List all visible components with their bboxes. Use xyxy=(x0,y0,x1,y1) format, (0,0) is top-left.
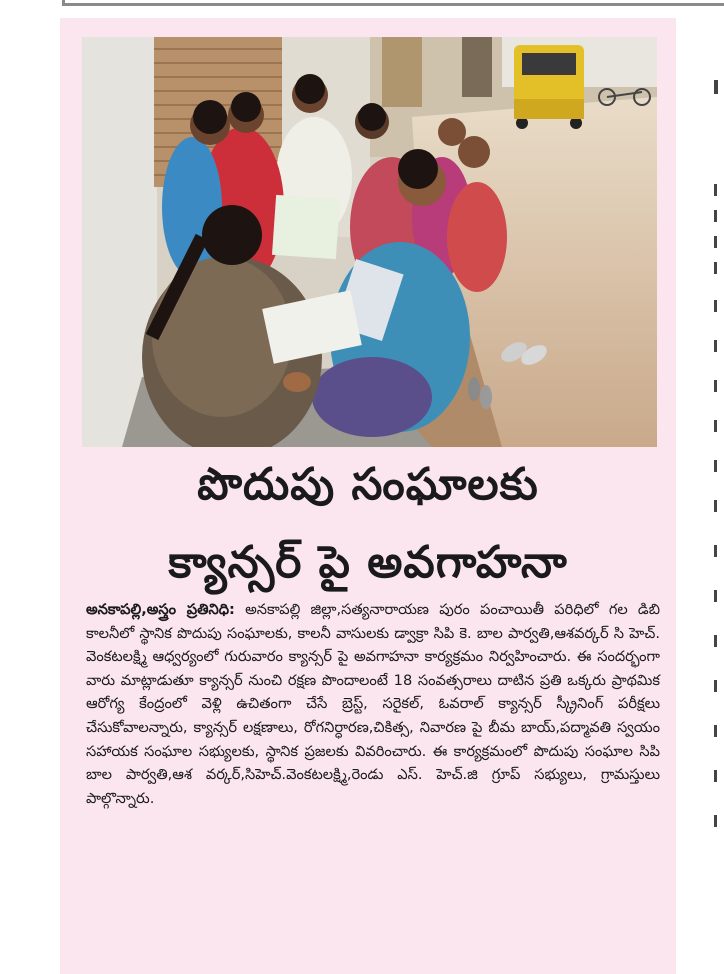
headline-line-2: క్యాన్సర్ పై అవగాహనా xyxy=(168,537,568,588)
adjacent-column-glyph xyxy=(714,80,718,94)
adjacent-column-glyph xyxy=(714,635,717,647)
adjacent-column-glyph xyxy=(714,380,717,392)
adjacent-column-glyph xyxy=(714,210,717,222)
adjacent-column-glyph xyxy=(714,184,717,196)
page-frame-edge xyxy=(62,0,724,6)
headline-line-1: పొదుపు సంఘాలకు xyxy=(197,459,539,510)
adjacent-column-glyph xyxy=(714,420,717,432)
adjacent-column-glyph xyxy=(714,815,717,827)
adjacent-column-glyph xyxy=(714,725,717,737)
adjacent-column-glyph xyxy=(714,460,717,472)
adjacent-column-glyph xyxy=(714,236,717,248)
adjacent-column-glyph xyxy=(714,590,717,602)
adjacent-column-glyph xyxy=(714,680,717,692)
article-body xyxy=(86,598,660,810)
adjacent-column-glyph xyxy=(714,262,717,274)
article-body-text: అనకాపల్లి జిల్లా,సత్యనారాయణ పురం పంచాయితీ పరిధిలో గల డిబి కాలనీలో స్థానిక పొదుపు సంఘాలకు, కాలనీ వాసులకు డ్వాక్రా సిపి కె. బాల పార్వతి,ఆశవర్కర్ సి హెచ్. వెంకటలక్ష్మి ఆధ్వర్యంలో గురువారం క్యాన్సర్ పై అవగాహనా కార్యక్రమం నిర్వహించారు. ఈ సందర్భంగా వారు మాట్లాడుతూ క్యాన్సర్ నుంచి రక్షణ పొందాలంటే 18 సంవత్సరాలు దాటిన ప్రతి ఒక్కరు ప్రాథమిక ఆరోగ్య కేంద్రంలో వెళ్లి ఉచితంగా చేసే బ్రెస్ట్, సరైకల్, ఓవరాల్ క్యాన్సర్ స్క్రీనింగ్ పరీక్షలు చేసుకోవాలన్నారు, క్యాన్సర్ లక్షణాలు, రోగనిర్ధారణ,చికిత్స, నివారణ పై బీమ బాయ్,పద్మావతి స్వయం సహాయక సంఘాల సభ్యులకు, స్థానిక ప్రజలకు వివరించారు. ఈ కార్యక్రమంలో పొదుపు సంఘాల సిపి బాల పార్వతి,ఆశ వర్కర్,సిహెచ్.వెంకటలక్ష్మి,రెండు ఎస్. హెచ్.జి గ్రూప్ సభ్యులు, గ్రామస్తులు పాల్గొన్నారు. xyxy=(86,601,660,807)
adjacent-column-glyph xyxy=(714,500,717,512)
adjacent-column-glyph xyxy=(714,340,717,352)
adjacent-column-glyph xyxy=(714,300,717,312)
article-dateline: అనకాపల్లి,అస్త్రం ప్రతినిధి: xyxy=(86,601,235,618)
news-photo xyxy=(82,37,657,447)
adjacent-column-glyph xyxy=(714,545,717,557)
adjacent-column-edge xyxy=(676,14,724,974)
adjacent-column-glyph xyxy=(714,770,717,782)
